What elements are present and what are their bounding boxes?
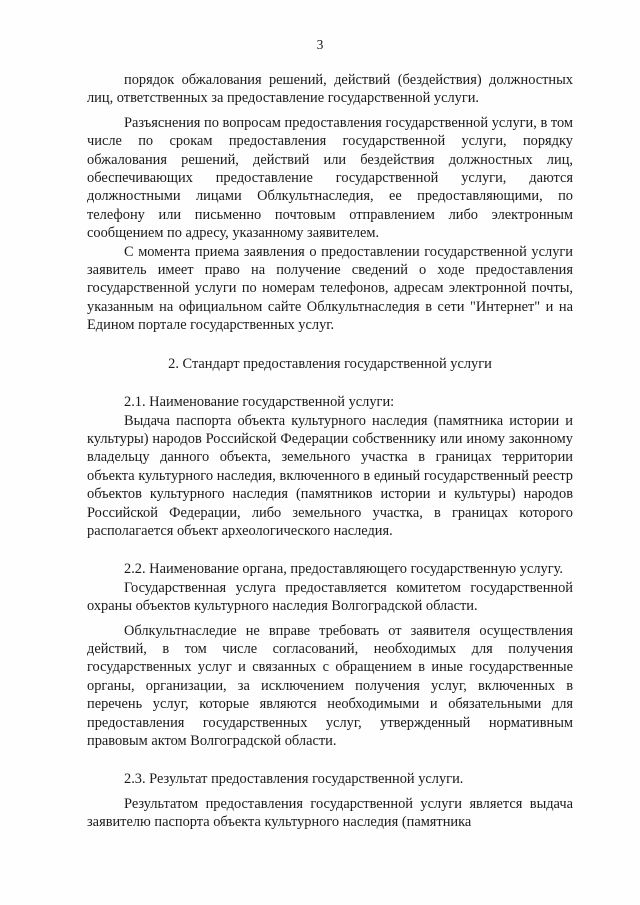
subsection-2-2-text-2: Облкультнаследие не вправе требовать от заявителя осуществления действий, в том числе согласований, необходимых для получения государственных услуг и связанных с обращением в иные государственные органы, организации, за исключением получения услуг, включенных в перечень услуг, которые являются необходимыми и обязательными для предоставления государственных услуг, утвержденный нормативным правовым актом Волгоградской области. bbox=[87, 622, 573, 749]
paragraph-appeal-continuation: порядок обжалования решений, действий (бездействия) должностных лиц, ответственных за предоставление государственной услуги. bbox=[87, 72, 573, 107]
subsection-2-1-heading: 2.1. Наименование государственной услуги: bbox=[124, 394, 395, 411]
subsection-2-3-text: Результатом предоставления государственной услуги является выдача заявителю паспорта объекта культурного наследия (памятника bbox=[87, 795, 573, 831]
document-body bbox=[87, 71, 573, 832]
paragraph-status-info: С момента приема заявления о предоставлении государственной услуги заявитель имеет право на получение сведений о ходе предоставления государственной услуги по номерам телефонов, адресам электронной почты, указанным на официальном сайте Облкультнаследия в сети "Интернет" и на Едином портале государственных услуг. bbox=[87, 243, 573, 334]
subsection-2-1-text: Выдача паспорта объекта культурного наследия (памятника истории и культуры) народов Российской Федерации собственнику или иному законному владельцу данного объекта, земельного участка в границах территории объекта культурного наследия, включенного в единый государственный реестр объектов культурного наследия (памятников истории и культуры) народов Российской Федерации, либо земельного участка, в границах которого располагается объект археологического наследия. bbox=[87, 412, 573, 539]
section-2-heading: 2. Стандарт предоставления государственной услуги bbox=[168, 355, 492, 372]
subsection-2-2-text-1: Государственная услуга предоставляется комитетом государственной охраны объектов культурного наследия Волгоградской области. bbox=[87, 579, 573, 615]
paragraph-explanations: Разъяснения по вопросам предоставления государственной услуги, в том числе по срокам предоставления государственной услуги, порядку обжалования решений, действий или бездействия должностных лиц, обеспечивающих предоставление государственной услуги, даются должностными лицами Облкультнаследия, ее предоставляющими, по телефону или письменно почтовым отправлением либо электронным сообщением по адресу, указанному заявителем. bbox=[87, 114, 573, 242]
page-number: 3 bbox=[316, 37, 324, 52]
subsection-2-3-heading: 2.3. Результат предоставления государственной услуги. bbox=[124, 771, 464, 788]
subsection-2-2-heading: 2.2. Наименование органа, предоставляющего государственную услугу. bbox=[124, 561, 563, 578]
